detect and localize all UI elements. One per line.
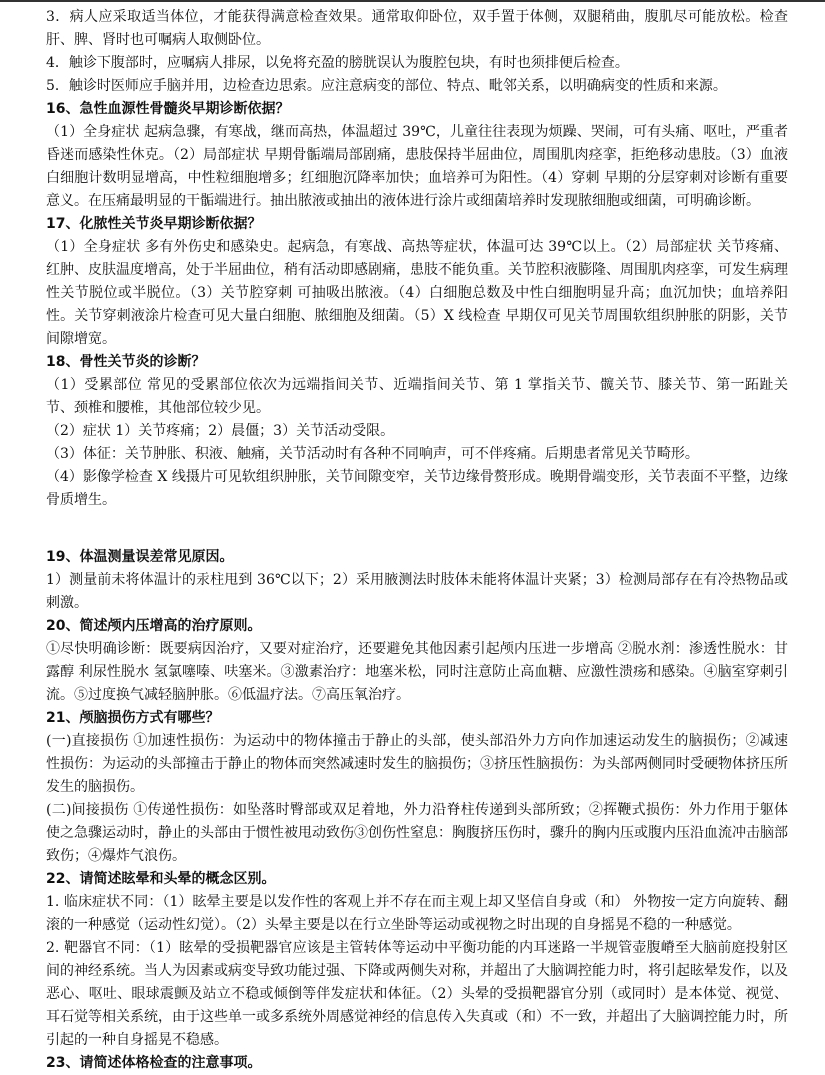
paragraph: （1）全身症状 多有外伤史和感染史。起病急，有寒战、高热等症状，体温可达 39℃以上。（2）局部症状 关节疼痛、红肿、皮肤温度增高，处于半屈曲位，稍有活动即感剧痛，患肢不能负重。关节腔积液膨隆、周围肌肉痉挛，可发生病理性关节脱位或半脱位。（3）关节腔穿刺 可抽吸出脓液。（4）白细胞总数及中性白细胞明显升高；血沉加快；血培养阳性。关节穿刺液涂片检查可见大量白细胞、脓细胞及细菌。（5）X 线检查 早期仅可见关节周围软组织肿胀的阴影，关节间隙增宽。	[46, 239, 788, 347]
question-heading: 23、请简述体格检查的注意事项。	[46, 1055, 262, 1071]
paragraph: (二)间接损伤 ①传递性损伤：如坠落时臀部或双足着地，外力沿脊柱传递到头部所致；②挥鞭式损伤：外力作用于躯体使之急骤运动时，静止的头部由于惯性被甩动致伤③创伤性窒息：胸腹挤压伤时，骤升的胸内压或腹内压沿血流冲击脑部致伤；④爆炸气浪伤。	[46, 802, 788, 864]
paragraph: （1）受累部位 常见的受累部位依次为远端指间关节、近端指间关节、第 1 掌指关节、髋关节、膝关节、第一跖趾关节、颈椎和腰椎，其他部位较少见。	[46, 377, 788, 416]
question-heading: 21、颅脑损伤方式有哪些？	[46, 710, 220, 726]
paragraph: 4．触诊下腹部时，应嘱病人排尿，以免将充盈的膀胱误认为腹腔包块，有时也须排便后检查。	[46, 55, 629, 71]
paragraph: 5．触诊时医师应手脑并用，边检查边思索。应注意病变的部位、特点、毗邻关系，以明确病变的性质和来源。	[46, 78, 727, 94]
paragraph: 1. 临床症状不同：（1）眩晕主要是以发作性的客观上并不存在而主观上却又坚信自身或（和） 外物按一定方向旋转、翻滚的一种感觉（运动性幻觉）。（2）头晕主要是以在行立坐卧等运动或视物之时出现的自身摇晃不稳的一种感觉。	[46, 894, 788, 933]
paragraph: （4）影像学检查 X 线摄片可见软组织肿胀，关节间隙变窄，关节边缘骨赘形成。晚期骨端变形，关节表面不平整，边缘骨质增生。	[46, 469, 788, 508]
paragraph: 3．病人应采取适当体位，才能获得满意检查效果。通常取仰卧位，双手置于体侧，双腿稍曲，腹肌尽可能放松。检查肝、脾、肾时也可嘱病人取侧卧位。	[46, 9, 788, 48]
question-heading: 18、骨性关节炎的诊断？	[46, 354, 206, 370]
paragraph: （3）体征：关节肿胀、积液、触痛，关节活动时有各种不同响声，可不伴疼痛。后期患者常见关节畸形。	[46, 446, 699, 462]
question-heading: 19、体温测量误差常见原因。	[46, 549, 234, 565]
section-gap	[46, 512, 788, 546]
question-heading: 17、化脓性关节炎早期诊断依据？	[46, 216, 262, 232]
paragraph: （1）全身症状 起病急骤，有寒战，继而高热，体温超过 39℃，儿童往往表现为烦躁、哭闹，可有头痛、呕吐，严重者昏迷而感染性休克。（2）局部症状 早期骨骺端局部剧痛，患肢保持半屈曲位，周围肌肉痉挛，拒绝移动患肢。（3）血液 白细胞计数明显增高，中性粒细胞增多；红细胞沉降率加快；血培养可为阳性。（4）穿刺 早期的分层穿刺对诊断有重要意义。在压痛最明显的干骺端进行。抽出脓液或抽出的液体进行涂片或细菌培养时发现脓细胞或细菌，可明确诊断。	[46, 124, 788, 209]
paragraph: 2. 靶器官不同：（1）眩晕的受损靶器官应该是主管转体等运动中平衡功能的内耳迷路一半规管壶腹嵴至大脑前庭投射区间的神经系统。当人为因素或病变导致功能过强、下降或两侧失对称，并超出了大脑调控能力时，将引起眩晕发作，以及恶心、呕吐、眼球震颤及站立不稳或倾倒等伴发症状和体征。（2）头晕的受损靶器官分别（或同时）是本体觉、视觉、耳石觉等相关系统，由于这些单一或多系统外周感觉神经的信息传入失真或（和）不一致，并超出了大脑调控能力时，所引起的一种自身摇晃不稳感。	[46, 940, 788, 1048]
question-heading: 16、急性血源性骨髓炎早期诊断依据？	[46, 101, 290, 117]
document-body	[46, 6, 788, 1075]
paragraph: 1）测量前未将体温计的汞柱甩到 36℃以下；2）采用腋测法时肢体未能将体温计夹紧；3）检测局部存在有冷热物品或刺激。	[46, 572, 788, 611]
paragraph: (一)直接损伤 ①加速性损伤：为运动中的物体撞击于静止的头部，使头部沿外力方向作加速运动发生的脑损伤；②减速性损伤：为运动的头部撞击于静止的物体而突然减速时发生的脑损伤；③挤压性脑损伤：为头部两侧同时受硬物体挤压所发生的脑损伤。	[46, 733, 788, 795]
paragraph: ①尽快明确诊断：既要病因治疗，又要对症治疗，还要避免其他因素引起颅内压进一步增高 ②脱水剂：渗透性脱水：甘露醇 利尿性脱水 氢氯噻嗪、呋塞米。③激素治疗：地塞米松，同时注意防止高血糖、应激性溃疡和感染。④脑室穿刺引流。⑤过度换气减轻脑肿胀。⑥低温疗法。⑦高压氧治疗。	[46, 641, 788, 703]
question-heading: 20、简述颅内压增高的治疗原则。	[46, 618, 262, 634]
question-heading: 22、请简述眩晕和头晕的概念区别。	[46, 871, 276, 887]
top-rule	[0, 0, 825, 2]
paragraph: （2）症状 1）关节疼痛；2）晨僵；3）关节活动受限。	[46, 423, 395, 439]
